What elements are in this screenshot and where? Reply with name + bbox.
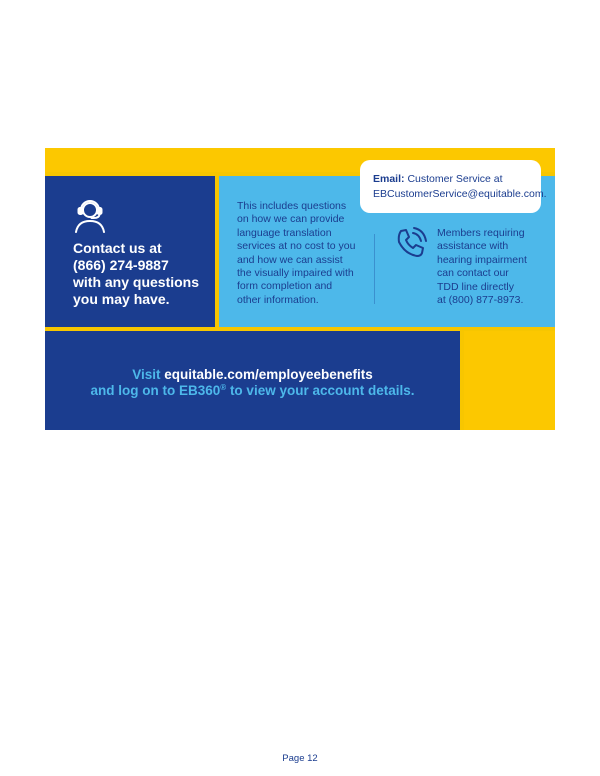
language-services-text: This includes questions on how we can provide language translation services at no cost to you and how we can assist the visually impaired with form completion and other information.: [237, 200, 356, 306]
page-number: Page 12: [282, 753, 318, 764]
email-card: [360, 160, 547, 213]
customer-service-headset-icon: [73, 197, 107, 233]
email-label: Email:: [373, 173, 405, 185]
email-address[interactable]: EBCustomerService@equitable.com.: [373, 188, 547, 200]
vertical-divider: [374, 234, 375, 304]
phone-call-icon: [393, 225, 429, 261]
eb360-text: and log on to EB360: [90, 383, 221, 398]
visit-line: [45, 366, 460, 383]
registered-mark: ®: [220, 383, 227, 392]
yellow-corner-block: [464, 331, 555, 430]
tdd-text: Members requiring assistance with hearing impairment can contact our TDD line directly at (800) 877-8973.: [437, 227, 527, 307]
visit-label: Visit: [132, 367, 161, 382]
account-details-text: to view your account details.: [226, 383, 415, 398]
employee-benefits-link[interactable]: equitable.com/employeebenefits: [164, 367, 373, 382]
eb360-line: [45, 382, 460, 399]
contact-us-text: Contact us at (866) 274-9887 with any questions you may have.: [73, 240, 200, 307]
email-text: Customer Service at: [407, 173, 503, 185]
